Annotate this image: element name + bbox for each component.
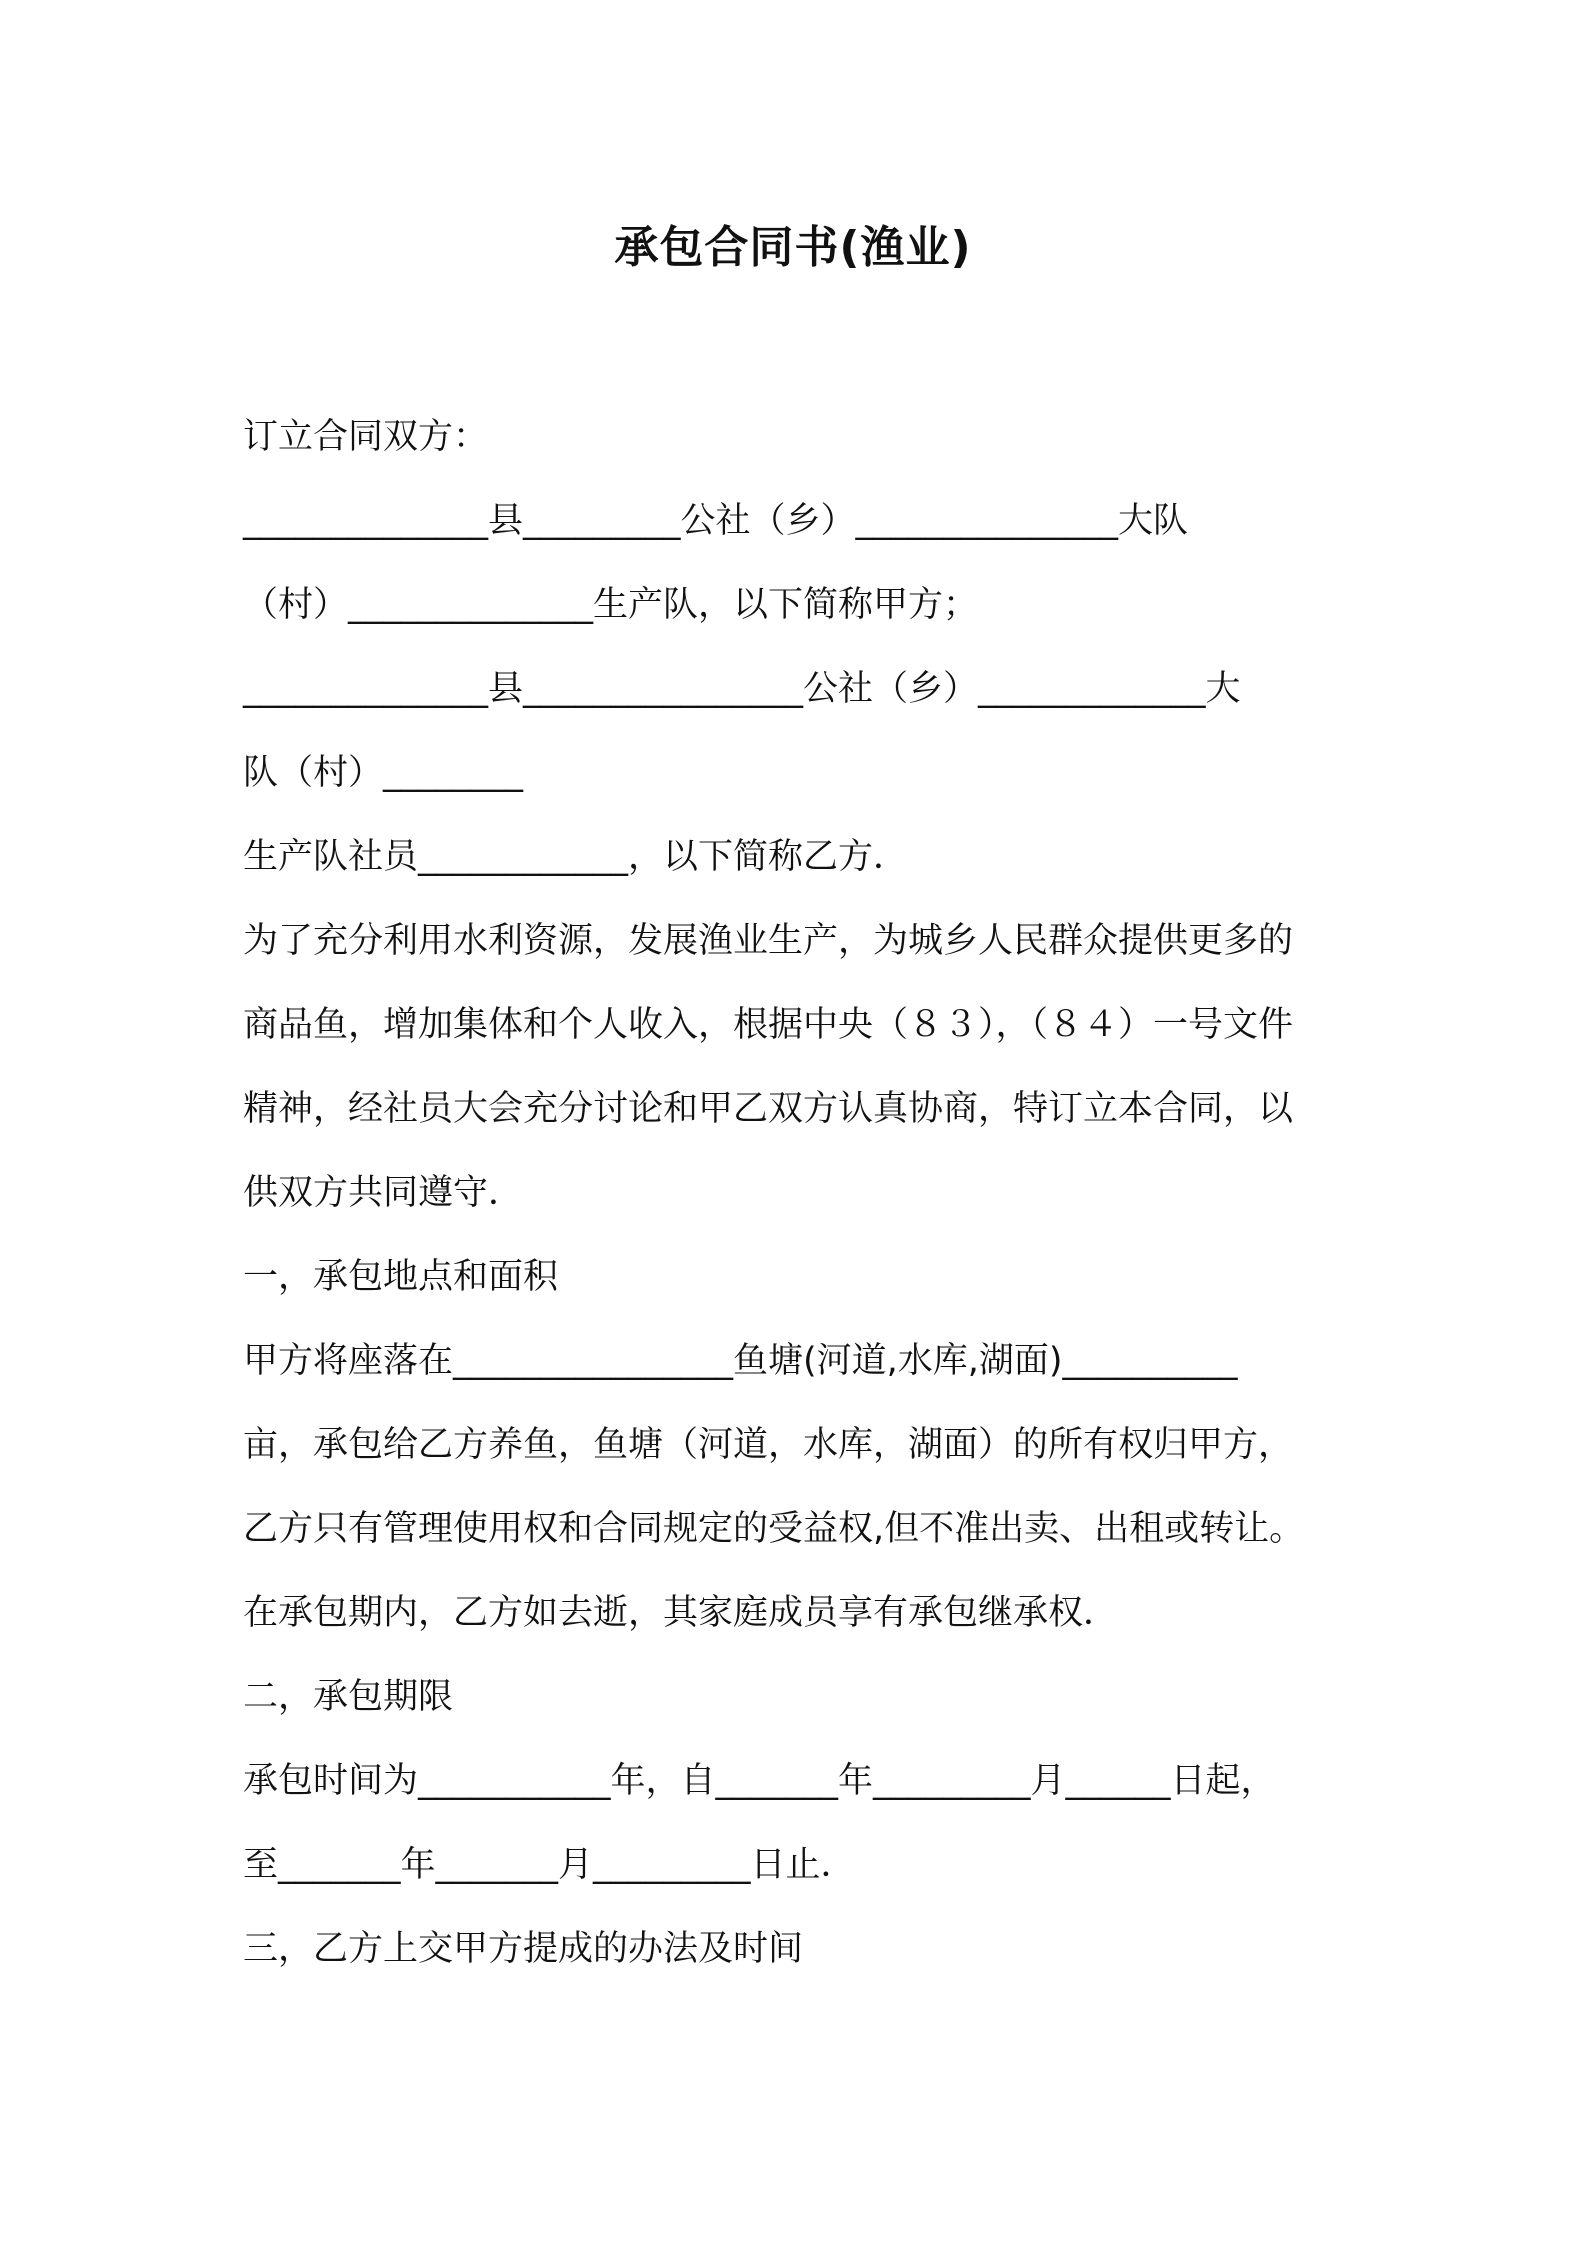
section-1-heading: 一，承包地点和面积 bbox=[243, 1257, 559, 1297]
section-2-heading: 二，承包期限 bbox=[243, 1677, 454, 1717]
party-b-line-3: 生产队社员____________，以下简称乙方． bbox=[243, 837, 909, 877]
section-1-line-4: 在承包期内，乙方如去逝，其家庭成员享有承包继承权． bbox=[243, 1593, 1119, 1633]
section-2-line-2: 至_______年_______月_________日止． bbox=[243, 1845, 856, 1885]
purpose-line-2: 商品鱼，增加集体和个人收入，根据中央（８３），（８４）一号文件 bbox=[243, 1005, 1294, 1045]
parties-heading: 订立合同双方： bbox=[243, 417, 489, 457]
section-2-line-1: 承包时间为___________年，自_______年_________月______日起， bbox=[243, 1761, 1276, 1801]
party-b-line-1: ______________县________________公社（乡）_____________大 bbox=[243, 669, 1241, 709]
party-b-line-2: 队（村）________ bbox=[243, 753, 524, 793]
section-3-heading: 三，乙方上交甲方提成的办法及时间 bbox=[243, 1929, 804, 1969]
section-1-line-2: 亩，承包给乙方养鱼，鱼塘（河道，水库，湖面）的所有权归甲方， bbox=[243, 1425, 1294, 1465]
section-1-line-1: 甲方将座落在________________鱼塘(河道,水库,湖面)__________ bbox=[243, 1341, 1238, 1381]
purpose-line-4: 供双方共同遵守． bbox=[243, 1173, 524, 1213]
party-a-line-2: （村）______________生产队，以下简称甲方； bbox=[243, 585, 979, 625]
purpose-line-1: 为了充分利用水利资源，发展渔业生产，为城乡人民群众提供更多的 bbox=[243, 921, 1294, 961]
purpose-line-3: 精神，经社员大会充分讨论和甲乙双方认真协商，特订立本合同，以 bbox=[243, 1089, 1294, 1129]
section-1-line-3: 乙方只有管理使用权和合同规定的受益权,但不准出卖、出租或转让。 bbox=[243, 1509, 1305, 1549]
party-a-line-1: ______________县_________公社（乡）_______________大队 bbox=[243, 501, 1189, 541]
document-title: 承包合同书(渔业) bbox=[614, 222, 972, 273]
